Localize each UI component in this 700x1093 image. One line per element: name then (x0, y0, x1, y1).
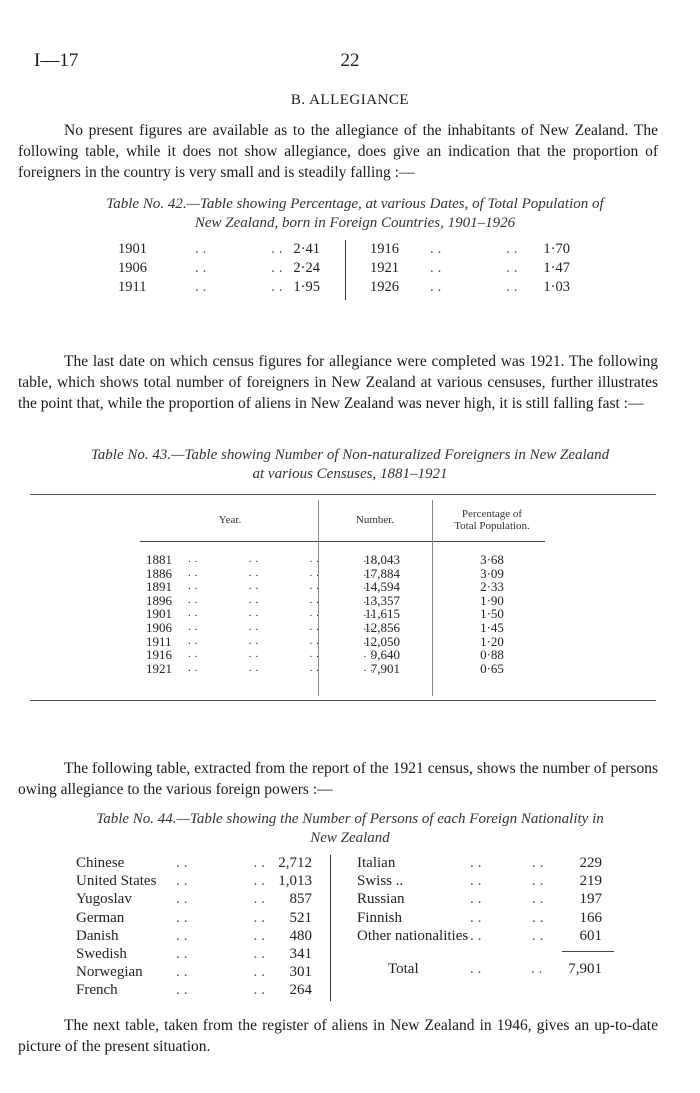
table-44-nationality: Danish (76, 927, 119, 944)
table-44-nationality: Russian (357, 891, 405, 908)
table-43-year: 1886 (146, 565, 172, 581)
table-43-header-rule (140, 541, 545, 542)
table-43-percentage: 3·68 (480, 552, 504, 567)
leader-dots: .. .. .. .. (188, 634, 377, 647)
leader-dots: .. .. (470, 927, 548, 944)
table-44-nationality: Chinese (76, 855, 125, 871)
table-44-nationality: Yugoslav (76, 891, 132, 908)
leader-dots: .. .. (195, 241, 287, 257)
table-42-year: 1911 (118, 279, 147, 295)
table-43-percentage: 2·33 (480, 579, 504, 595)
table-44-column-divider (330, 855, 331, 1001)
table-44-caption (18, 810, 682, 848)
leader-dots: .. .. (176, 927, 269, 944)
table-43-column-divider (432, 500, 433, 696)
table-42-value: 1·47 (543, 260, 570, 276)
table-42-year: 1901 (118, 241, 147, 257)
table-43-caption-line2: at various Censuses, 1881–1921 (252, 466, 448, 482)
page-number: 22 (340, 50, 360, 71)
leader-dots: .. .. (470, 855, 548, 871)
table-43-number: 7,901 (370, 660, 400, 676)
table-42-year: 1916 (370, 241, 399, 257)
leader-dots: .. .. (195, 260, 287, 276)
table-43-number: 9,640 (370, 647, 400, 663)
table-43-caption-line1: Table No. 43.—Table showing Number of Non-naturalized Foreigners in New Zealand (90, 447, 610, 463)
table-43-percentage: 1·20 (480, 633, 504, 649)
leader-dots: .. .. (430, 260, 522, 276)
table-44-nationality: French (76, 982, 118, 999)
table-44-nationality: United States (76, 873, 157, 890)
table-44-count: 166 (579, 909, 602, 926)
table-42-caption-line1: Table No. 42.—Table showing Percentage, at various Dates, of Total Population of (106, 196, 604, 212)
table-42-value: 1·95 (293, 279, 320, 295)
table-44-count: 219 (579, 873, 602, 890)
table-43-number: 12,856 (364, 620, 400, 635)
table-42-year: 1906 (118, 260, 147, 276)
table-43-number: 14,594 (364, 579, 400, 595)
table-44-nationality: Norwegian (76, 964, 143, 981)
table-43-number: 18,043 (364, 552, 400, 567)
table-43-percentage: 0·88 (480, 647, 504, 663)
table-44-count: 480 (289, 927, 312, 944)
table-43-number: 13,357 (364, 592, 400, 608)
table-42-value: 2·41 (293, 241, 320, 257)
table-44-nationality: Swiss .. (357, 873, 404, 890)
leader-dots: .. .. .. .. (188, 566, 377, 579)
table-44-nationality: Swedish (76, 946, 127, 962)
table-44-total-label: Total (388, 961, 419, 977)
leader-dots: .. .. .. .. (188, 621, 377, 633)
table-44-count: 857 (289, 891, 312, 908)
paragraph-1921-census (18, 758, 658, 800)
leader-dots: .. .. .. .. (188, 553, 377, 565)
table-43-number: 12,050 (364, 633, 400, 649)
table-44-count: 264 (289, 982, 312, 999)
leader-dots: .. .. .. .. (188, 648, 377, 661)
document-reference: I—17 (34, 50, 79, 71)
leader-dots: .. .. .. .. (188, 607, 377, 620)
table-43-year: 1916 (146, 647, 172, 663)
table-42-caption-line2: New Zealand, born in Foreign Countries, 1901–1926 (194, 215, 516, 231)
table-43-percentage: 1·90 (480, 592, 504, 608)
leader-dots: .. .. .. .. (188, 593, 377, 606)
leader-dots: .. .. (430, 279, 522, 295)
column-divider (345, 240, 346, 300)
table-43-year: 1911 (146, 633, 172, 649)
table-43-number: 11,615 (364, 606, 400, 622)
table-43-year: 1921 (146, 660, 172, 676)
leader-dots: .. .. (470, 909, 548, 926)
leader-dots: .. .. (176, 855, 269, 871)
table-43-year: 1896 (146, 592, 172, 608)
table-44-nationality: Finnish (357, 909, 403, 926)
table-43-number: 17,884 (364, 565, 400, 581)
leader-dots: .. .. (430, 241, 522, 257)
table-43-header-number: Number. (355, 514, 395, 526)
table-44-caption-line1: Table No. 44.—Table showing the Number of Persons of each Foreign Nationality in (96, 811, 604, 827)
table-44-count: 601 (579, 927, 602, 944)
paragraph-intro (18, 120, 658, 183)
table-43-header-percentage (432, 508, 552, 532)
leader-dots: .. .. (176, 891, 269, 908)
table-44-count: 197 (579, 891, 602, 908)
leader-dots: .. .. (195, 279, 287, 295)
table-44-count: 301 (289, 964, 312, 981)
table-43-header-percentage-line2: Total Population. (454, 520, 530, 532)
table-44-caption-line2: New Zealand (310, 830, 390, 846)
leader-dots: .. .. (176, 982, 269, 999)
table-42-value: 1·70 (543, 241, 570, 257)
table-42-year: 1926 (370, 279, 399, 295)
table-43-top-rule (30, 494, 656, 495)
table-44-count: 2,712 (278, 855, 312, 871)
paragraph-register-text: The next table, taken from the register of aliens in New Zealand in 1946, gives an up-to-date picture of the present situation. (18, 1017, 658, 1055)
table-44-nationality: Italian (357, 855, 396, 871)
table-43-caption (18, 446, 682, 484)
table-43-percentage: 1·45 (480, 620, 504, 635)
table-43-bottom-rule (30, 700, 656, 701)
table-43-year: 1901 (146, 606, 172, 622)
table-42-year: 1921 (370, 260, 399, 276)
table-44-nationality: Other nationalities (357, 927, 469, 944)
table-43-year: 1906 (146, 620, 172, 635)
leader-dots: .. .. .. .. (188, 661, 377, 674)
section-title: B. ALLEGIANCE (290, 92, 410, 108)
table-43-year: 1891 (146, 579, 172, 595)
paragraph-intro-text: No present figures are available as to the allegiance of the inhabitants of New Zealand. The following table, while it does not show allegiance, does give an indication that the proportion of foreigners in the country is very small and is steadily falling :— (18, 122, 658, 181)
leader-dots: .. .. (176, 873, 269, 890)
leader-dots: .. .. .. .. (188, 580, 377, 593)
paragraph-1921-census-text: The following table, extracted from the report of the 1921 census, shows the number of persons owing allegiance to the various foreign powers :— (18, 760, 658, 798)
leader-dots: .. .. (176, 946, 269, 962)
leader-dots: .. .. (176, 964, 269, 981)
paragraph-register (18, 1015, 658, 1057)
table-44-count: 521 (289, 909, 312, 926)
table-43-header-percentage-line1: Percentage of (461, 508, 523, 520)
table-43-percentage: 0·65 (480, 660, 504, 676)
table-44-count: 229 (579, 855, 602, 871)
table-43-percentage: 3·09 (480, 565, 504, 581)
table-42-value: 1·03 (543, 279, 570, 295)
table-42-value: 2·24 (293, 260, 320, 276)
leader-dots: .. .. (470, 961, 547, 977)
paragraph-census-text: The last date on which census figures for allegiance were completed was 1921. The following table, which shows total number of foreigners in New Zealand at various censuses, further illustrates the point that, while the proportion of aliens in New Zealand was never high, it is still falling fast :— (18, 353, 658, 412)
table-43-percentage: 1·50 (480, 606, 504, 622)
table-44-total-rule (562, 951, 614, 952)
table-44-total-value: 7,901 (568, 961, 602, 977)
leader-dots: .. .. (470, 873, 548, 890)
table-42-caption (40, 195, 670, 233)
paragraph-census (18, 351, 658, 414)
table-44-count: 341 (289, 946, 312, 962)
leader-dots: .. .. (176, 909, 269, 926)
table-44-count: 1,013 (278, 873, 312, 890)
table-44-nationality: German (76, 909, 125, 926)
leader-dots: .. .. (470, 891, 548, 908)
table-43-header-year: Year. (218, 514, 242, 526)
table-43-year: 1881 (146, 552, 172, 567)
